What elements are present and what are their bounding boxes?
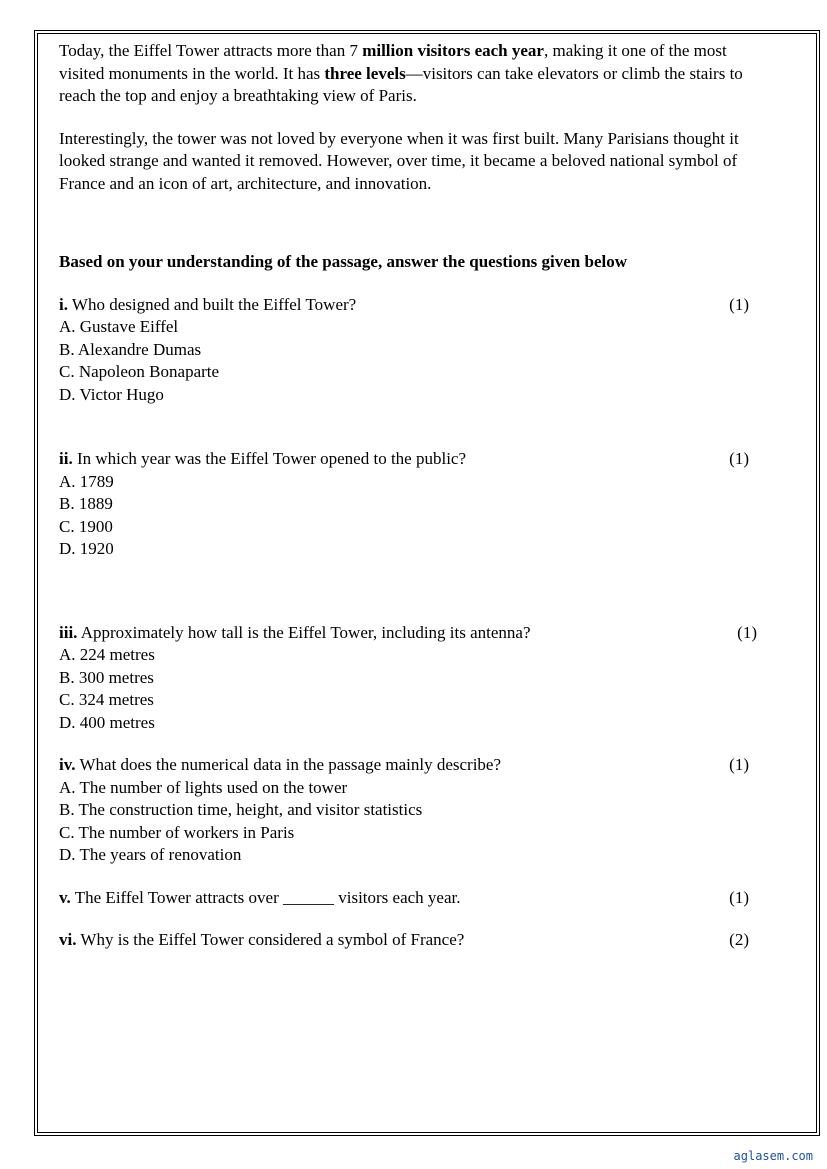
question-marks: (2) <box>729 930 749 949</box>
option: D. 1920 <box>59 539 114 558</box>
question-marks: (1) <box>729 294 749 314</box>
option: B. 300 metres <box>59 667 154 687</box>
question-text: ii. In which year was the Eiffel Tower opened to the public? <box>59 449 467 468</box>
option: B. 1889 <box>59 494 113 513</box>
option: D. The years of renovation <box>59 845 242 864</box>
passage-paragraph-1: Today, the Eiffel Tower attracts more than 7 million visitors each year, making it one of the most visited monuments in the world. It has three levels—visitors can take elevators or climb the stairs to reach the top and enjoy a breathtaking view of Paris. <box>59 41 743 105</box>
question-text: v. The Eiffel Tower attracts over ______ visitors each year. <box>59 887 461 907</box>
question-text: vi. Why is the Eiffel Tower considered a symbol of France? <box>59 930 465 949</box>
question-1 <box>59 294 749 407</box>
bold-visitors: million visitors each year <box>362 41 544 60</box>
question-2 <box>59 448 749 561</box>
question-marks: (1) <box>737 622 757 642</box>
option: B. The construction time, height, and visitor statistics <box>59 800 423 819</box>
question-5 <box>59 887 749 910</box>
question-marks: (1) <box>729 449 749 468</box>
option: A. 224 metres <box>59 645 155 664</box>
option: A. 1789 <box>59 471 114 491</box>
option: B. Alexandre Dumas <box>59 339 202 359</box>
question-marks: (1) <box>729 755 749 774</box>
option: A. The number of lights used on the tower <box>59 777 348 797</box>
passage-paragraph-2: Interestingly, the tower was not loved by everyone when it was first built. Many Parisians thought it looked strange and wanted it removed. However, over time, it became a beloved national symbol of France and an icon of art, architecture, and innovation. <box>59 128 739 193</box>
option: C. 324 metres <box>59 690 154 709</box>
question-text: iii. Approximately how tall is the Eiffel Tower, including its antenna? <box>59 622 531 642</box>
option: C. The number of workers in Paris <box>59 822 295 842</box>
question-text: i. Who designed and built the Eiffel Tower? <box>59 294 357 314</box>
question-4 <box>59 754 749 867</box>
watermark-text: aglasem.com <box>733 1149 813 1163</box>
instruction-heading: Based on your understanding of the passage, answer the questions given below <box>59 252 628 271</box>
option: D. 400 metres <box>59 712 155 732</box>
question-6 <box>59 929 749 952</box>
option: C. 1900 <box>59 516 113 536</box>
question-text: iv. What does the numerical data in the passage mainly describe? <box>59 755 502 774</box>
bold-levels: three levels <box>324 63 406 83</box>
option: C. Napoleon Bonaparte <box>59 362 220 381</box>
worksheet-content <box>59 40 771 952</box>
question-marks: (1) <box>729 887 749 907</box>
option: D. Victor Hugo <box>59 384 164 404</box>
question-3 <box>59 622 757 735</box>
option: A. Gustave Eiffel <box>59 317 179 336</box>
